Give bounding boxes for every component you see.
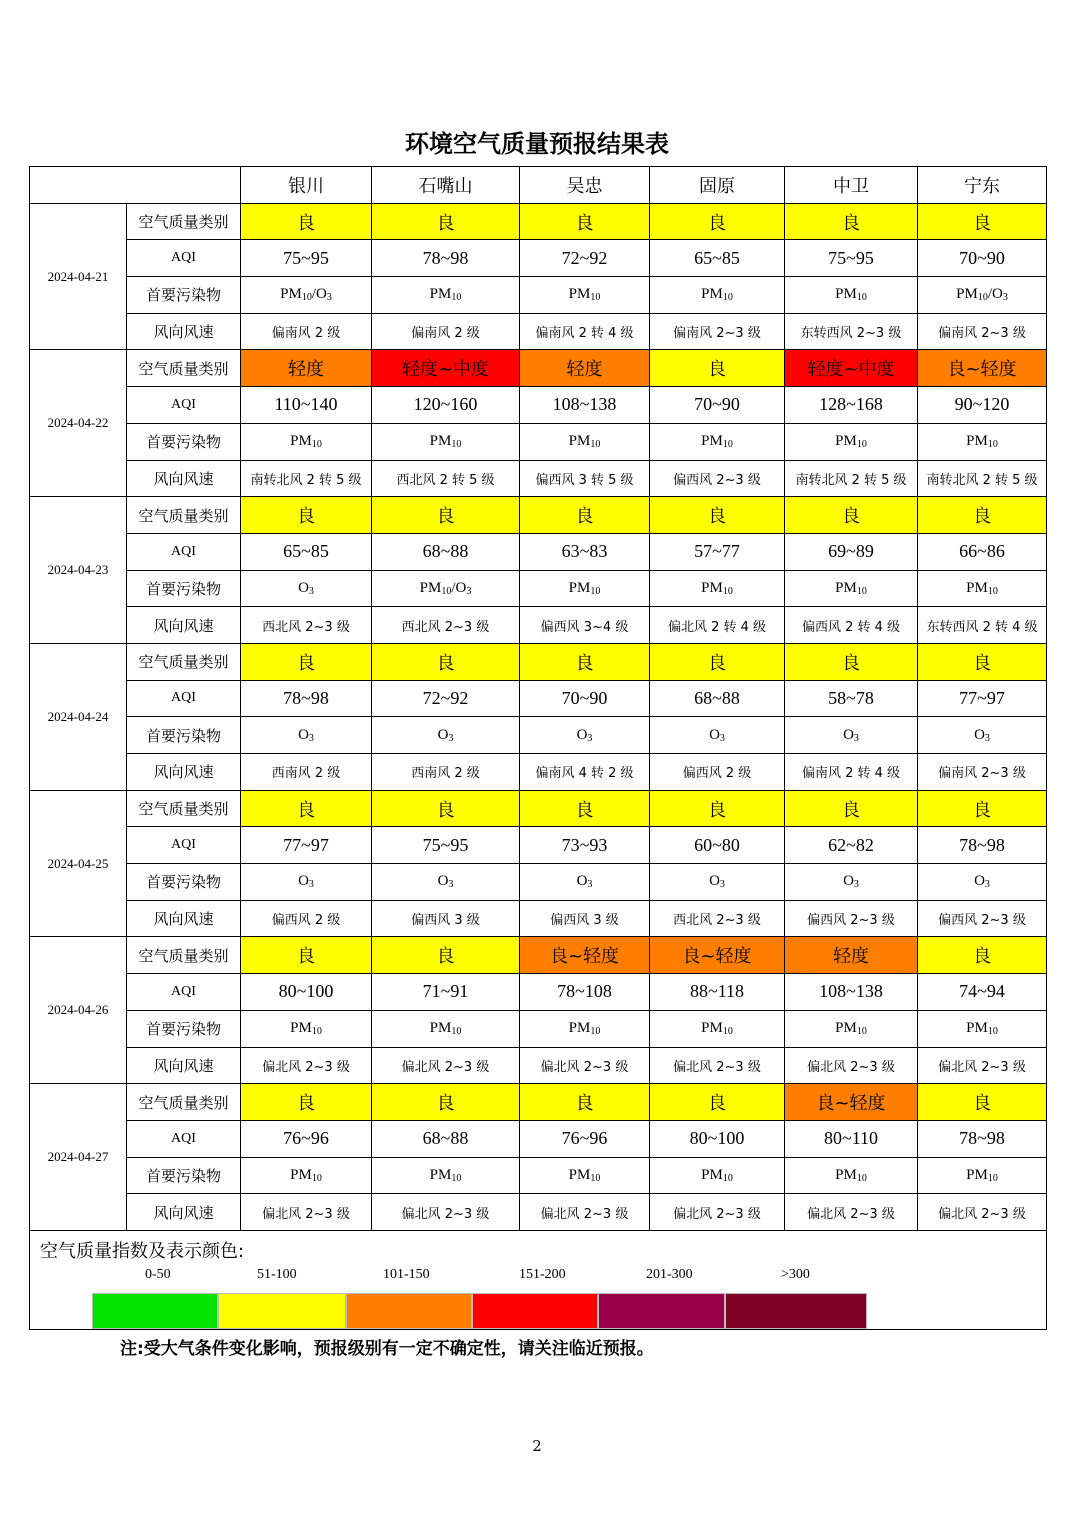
row-label: AQI xyxy=(127,240,241,277)
pollutant-cell: $O_3$ xyxy=(372,864,520,901)
row-label: 风向风速 xyxy=(127,313,241,350)
aqi-category-cell: 轻度 xyxy=(241,350,372,387)
wind-cell: 偏西风 3 级 xyxy=(520,900,650,937)
aqi-value-cell: 68~88 xyxy=(650,680,785,717)
aqi-category-cell: 轻度~中度 xyxy=(372,350,520,387)
wind-cell: 偏南风 2~3 级 xyxy=(650,313,785,350)
aqi-value-cell: 108~138 xyxy=(520,387,650,424)
wind-cell: 偏西风 2~3 级 xyxy=(918,900,1047,937)
header-row xyxy=(30,167,1047,204)
pollutant-cell: $PM_{10}$ xyxy=(241,423,372,460)
pollutant-cell: $PM_{10}$ xyxy=(520,1010,650,1047)
row-label: 风向风速 xyxy=(127,900,241,937)
pollutant-cell: $PM_{10}$ xyxy=(650,277,785,314)
pollutant-cell: $PM_{10}$ xyxy=(650,1010,785,1047)
aqi-category-cell: 良 xyxy=(650,643,785,680)
day-category-row xyxy=(30,203,1047,240)
wind-cell: 偏北风 2~3 级 xyxy=(785,1194,918,1231)
row-label: 风向风速 xyxy=(127,460,241,497)
wind-cell: 西北风 2~3 级 xyxy=(650,900,785,937)
aqi-category-cell: 良 xyxy=(241,203,372,240)
wind-cell: 偏南风 2 级 xyxy=(372,313,520,350)
aqi-value-cell: 70~90 xyxy=(520,680,650,717)
wind-cell: 南转北风 2 转 5 级 xyxy=(241,460,372,497)
aqi-category-cell: 良 xyxy=(241,497,372,534)
wind-cell: 偏西风 3 转 5 级 xyxy=(520,460,650,497)
aqi-value-cell: 66~86 xyxy=(918,533,1047,570)
aqi-category-cell: 良~轻度 xyxy=(918,350,1047,387)
day-wind-row xyxy=(30,607,1047,644)
aqi-category-cell: 良 xyxy=(650,1084,785,1121)
legend-row xyxy=(30,1230,1047,1329)
day-wind-row xyxy=(30,1047,1047,1084)
wind-cell: 偏北风 2~3 级 xyxy=(241,1194,372,1231)
aqi-value-cell: 78~108 xyxy=(520,974,650,1011)
pollutant-cell: $PM_{10}$ xyxy=(918,570,1047,607)
aqi-value-cell: 80~100 xyxy=(241,974,372,1011)
aqi-category-cell: 轻度 xyxy=(785,937,918,974)
pollutant-cell: $O_3$ xyxy=(785,717,918,754)
aqi-category-cell: 良~轻度 xyxy=(785,1084,918,1121)
aqi-value-cell: 74~94 xyxy=(918,974,1047,1011)
wind-cell: 偏北风 2~3 级 xyxy=(918,1194,1047,1231)
forecast-table-body xyxy=(30,167,1047,1231)
legend-swatch-over-300 xyxy=(725,1293,867,1329)
aqi-value-cell: 65~85 xyxy=(650,240,785,277)
aqi-value-cell: 78~98 xyxy=(918,827,1047,864)
day-pollutant-row xyxy=(30,1157,1047,1194)
wind-cell: 偏南风 2 级 xyxy=(241,313,372,350)
header-corner xyxy=(30,167,241,204)
aqi-value-cell: 60~80 xyxy=(650,827,785,864)
footnote: 注:受大气条件变化影响，预报级别有一定不确定性，请关注临近预报。 xyxy=(120,1339,654,1359)
pollutant-cell: $PM_{10}$ xyxy=(785,423,918,460)
city-header: 银川 xyxy=(241,167,372,204)
date-cell: 2024-04-21 xyxy=(30,203,127,350)
day-category-row xyxy=(30,790,1047,827)
row-label: 首要污染物 xyxy=(127,717,241,754)
pollutant-cell: $PM_{10}$ xyxy=(241,1157,372,1194)
day-aqi-row xyxy=(30,533,1047,570)
aqi-value-cell: 73~93 xyxy=(520,827,650,864)
pollutant-cell: $PM_{10}$ xyxy=(650,423,785,460)
day-category-row xyxy=(30,937,1047,974)
wind-cell: 偏西风 2 转 4 级 xyxy=(785,607,918,644)
pollutant-cell: $O_3$ xyxy=(372,717,520,754)
aqi-value-cell: 70~90 xyxy=(650,387,785,424)
pollutant-cell: $PM_{10}$ xyxy=(372,1010,520,1047)
aqi-category-cell: 良 xyxy=(520,203,650,240)
wind-cell: 西北风 2~3 级 xyxy=(372,607,520,644)
wind-cell: 偏南风 2~3 级 xyxy=(918,754,1047,791)
wind-cell: 偏西风 2 级 xyxy=(650,754,785,791)
row-label: 首要污染物 xyxy=(127,1157,241,1194)
aqi-value-cell: 63~83 xyxy=(520,533,650,570)
day-category-row xyxy=(30,497,1047,534)
aqi-category-cell: 轻度~中度 xyxy=(785,350,918,387)
row-label: 风向风速 xyxy=(127,1047,241,1084)
row-label: AQI xyxy=(127,533,241,570)
aqi-category-cell: 良 xyxy=(372,790,520,827)
row-label: 空气质量类别 xyxy=(127,350,241,387)
legend-range-label: 51-100 xyxy=(257,1266,297,1282)
day-aqi-row xyxy=(30,974,1047,1011)
city-header: 固原 xyxy=(650,167,785,204)
wind-cell: 东转西风 2~3 级 xyxy=(785,313,918,350)
wind-cell: 西北风 2 转 5 级 xyxy=(372,460,520,497)
legend-range-label: 101-150 xyxy=(383,1266,430,1282)
aqi-value-cell: 68~88 xyxy=(372,1120,520,1157)
date-cell: 2024-04-25 xyxy=(30,790,127,937)
day-aqi-row xyxy=(30,387,1047,424)
wind-cell: 偏北风 2~3 级 xyxy=(372,1047,520,1084)
wind-cell: 偏西风 2 级 xyxy=(241,900,372,937)
wind-cell: 偏北风 2~3 级 xyxy=(520,1047,650,1084)
aqi-value-cell: 75~95 xyxy=(785,240,918,277)
pollutant-cell: $PM_{10}$ xyxy=(372,1157,520,1194)
aqi-value-cell: 69~89 xyxy=(785,533,918,570)
legend-range-label: 151-200 xyxy=(519,1266,566,1282)
day-wind-row xyxy=(30,1194,1047,1231)
aqi-category-cell: 良 xyxy=(372,1084,520,1121)
pollutant-cell: $PM_{10}$ xyxy=(785,277,918,314)
pollutant-cell: $PM_{10}$ xyxy=(785,570,918,607)
legend-swatch-201-300 xyxy=(598,1293,725,1329)
aqi-value-cell: 71~91 xyxy=(372,974,520,1011)
aqi-value-cell: 76~96 xyxy=(241,1120,372,1157)
row-label: 空气质量类别 xyxy=(127,937,241,974)
aqi-category-cell: 良 xyxy=(785,643,918,680)
wind-cell: 偏南风 4 转 2 级 xyxy=(520,754,650,791)
aqi-category-cell: 良 xyxy=(372,497,520,534)
date-cell: 2024-04-22 xyxy=(30,350,127,497)
aqi-category-cell: 良 xyxy=(918,1084,1047,1121)
wind-cell: 西北风 2~3 级 xyxy=(241,607,372,644)
row-label: 风向风速 xyxy=(127,607,241,644)
aqi-category-cell: 良 xyxy=(372,937,520,974)
aqi-category-cell: 良 xyxy=(650,790,785,827)
day-pollutant-row xyxy=(30,717,1047,754)
aqi-value-cell: 75~95 xyxy=(241,240,372,277)
pollutant-cell: $PM_{10}/O_3$ xyxy=(918,277,1047,314)
day-pollutant-row xyxy=(30,1010,1047,1047)
row-label: 空气质量类别 xyxy=(127,497,241,534)
pollutant-cell: $PM_{10}$ xyxy=(785,1010,918,1047)
aqi-category-cell: 良 xyxy=(372,643,520,680)
aqi-category-cell: 良 xyxy=(918,643,1047,680)
aqi-category-cell: 良 xyxy=(785,203,918,240)
pollutant-cell: $PM_{10}$ xyxy=(650,570,785,607)
day-wind-row xyxy=(30,460,1047,497)
day-pollutant-row xyxy=(30,864,1047,901)
day-category-row xyxy=(30,643,1047,680)
aqi-category-cell: 良 xyxy=(650,497,785,534)
day-category-row xyxy=(30,1084,1047,1121)
row-label: AQI xyxy=(127,827,241,864)
pollutant-cell: $PM_{10}$ xyxy=(372,423,520,460)
day-pollutant-row xyxy=(30,277,1047,314)
pollutant-cell: $PM_{10}$ xyxy=(241,1010,372,1047)
aqi-value-cell: 76~96 xyxy=(520,1120,650,1157)
pollutant-cell: $O_3$ xyxy=(241,864,372,901)
aqi-category-cell: 良~轻度 xyxy=(650,937,785,974)
row-label: 空气质量类别 xyxy=(127,643,241,680)
pollutant-cell: $PM_{10}$ xyxy=(372,277,520,314)
wind-cell: 偏北风 2~3 级 xyxy=(650,1047,785,1084)
wind-cell: 偏北风 2~3 级 xyxy=(372,1194,520,1231)
day-pollutant-row xyxy=(30,423,1047,460)
aqi-value-cell: 80~110 xyxy=(785,1120,918,1157)
page-number: 2 xyxy=(532,1437,542,1455)
date-cell: 2024-04-24 xyxy=(30,643,127,790)
wind-cell: 西南风 2 级 xyxy=(241,754,372,791)
aqi-value-cell: 62~82 xyxy=(785,827,918,864)
aqi-category-cell: 良 xyxy=(785,497,918,534)
wind-cell: 偏西风 3~4 级 xyxy=(520,607,650,644)
aqi-category-cell: 良 xyxy=(372,203,520,240)
pollutant-cell: $O_3$ xyxy=(650,864,785,901)
row-label: 空气质量类别 xyxy=(127,790,241,827)
legend-range-label: 0-50 xyxy=(145,1266,171,1282)
pollutant-cell: $PM_{10}$ xyxy=(918,1010,1047,1047)
aqi-category-cell: 良 xyxy=(785,790,918,827)
aqi-category-cell: 良 xyxy=(918,497,1047,534)
aqi-category-cell: 良 xyxy=(650,350,785,387)
day-aqi-row xyxy=(30,240,1047,277)
row-label: 空气质量类别 xyxy=(127,1084,241,1121)
aqi-value-cell: 65~85 xyxy=(241,533,372,570)
aqi-value-cell: 68~88 xyxy=(372,533,520,570)
aqi-category-cell: 良 xyxy=(918,937,1047,974)
row-label: AQI xyxy=(127,1120,241,1157)
day-wind-row xyxy=(30,313,1047,350)
aqi-category-cell: 良 xyxy=(241,790,372,827)
day-wind-row xyxy=(30,754,1047,791)
row-label: AQI xyxy=(127,680,241,717)
pollutant-cell: $PM_{10}$ xyxy=(520,277,650,314)
pollutant-cell: $PM_{10}$ xyxy=(650,1157,785,1194)
day-category-row xyxy=(30,350,1047,387)
legend-swatch-0-50 xyxy=(92,1293,218,1329)
city-header: 中卫 xyxy=(785,167,918,204)
row-label: 风向风速 xyxy=(127,1194,241,1231)
wind-cell: 南转北风 2 转 5 级 xyxy=(918,460,1047,497)
city-header: 宁东 xyxy=(918,167,1047,204)
wind-cell: 偏西风 3 级 xyxy=(372,900,520,937)
wind-cell: 偏北风 2 转 4 级 xyxy=(650,607,785,644)
aqi-category-cell: 轻度 xyxy=(520,350,650,387)
wind-cell: 东转西风 2 转 4 级 xyxy=(918,607,1047,644)
wind-cell: 偏南风 2~3 级 xyxy=(918,313,1047,350)
wind-cell: 偏西风 2~3 级 xyxy=(650,460,785,497)
wind-cell: 西南风 2 级 xyxy=(372,754,520,791)
aqi-value-cell: 88~118 xyxy=(650,974,785,1011)
city-header: 石嘴山 xyxy=(372,167,520,204)
aqi-value-cell: 58~78 xyxy=(785,680,918,717)
aqi-value-cell: 77~97 xyxy=(241,827,372,864)
row-label: AQI xyxy=(127,387,241,424)
wind-cell: 偏北风 2~3 级 xyxy=(650,1194,785,1231)
row-label: 风向风速 xyxy=(127,754,241,791)
pollutant-cell: $O_3$ xyxy=(241,570,372,607)
aqi-value-cell: 78~98 xyxy=(241,680,372,717)
pollutant-cell: $PM_{10}/O_3$ xyxy=(372,570,520,607)
aqi-category-cell: 良 xyxy=(918,203,1047,240)
day-aqi-row xyxy=(30,680,1047,717)
pollutant-cell: $PM_{10}$ xyxy=(918,1157,1047,1194)
aqi-category-cell: 良 xyxy=(241,643,372,680)
pollutant-cell: $O_3$ xyxy=(520,717,650,754)
aqi-category-cell: 良 xyxy=(520,1084,650,1121)
city-header: 吴忠 xyxy=(520,167,650,204)
aqi-value-cell: 78~98 xyxy=(918,1120,1047,1157)
aqi-value-cell: 90~120 xyxy=(918,387,1047,424)
aqi-category-cell: 良 xyxy=(520,643,650,680)
aqi-value-cell: 120~160 xyxy=(372,387,520,424)
row-label: 空气质量类别 xyxy=(127,203,241,240)
date-cell: 2024-04-23 xyxy=(30,497,127,644)
pollutant-cell: $PM_{10}$ xyxy=(785,1157,918,1194)
legend-range-label: >300 xyxy=(781,1266,810,1282)
row-label: AQI xyxy=(127,974,241,1011)
pollutant-cell: $PM_{10}/O_3$ xyxy=(241,277,372,314)
row-label: 首要污染物 xyxy=(127,570,241,607)
aqi-value-cell: 57~77 xyxy=(650,533,785,570)
aqi-value-cell: 80~100 xyxy=(650,1120,785,1157)
aqi-category-cell: 良~轻度 xyxy=(520,937,650,974)
pollutant-cell: $O_3$ xyxy=(918,864,1047,901)
aqi-category-cell: 良 xyxy=(241,1084,372,1121)
aqi-value-cell: 75~95 xyxy=(372,827,520,864)
pollutant-cell: $PM_{10}$ xyxy=(520,570,650,607)
legend xyxy=(30,1230,1047,1329)
legend-title: 空气质量指数及表示颜色: xyxy=(40,1240,245,1262)
wind-cell: 偏南风 2 转 4 级 xyxy=(785,754,918,791)
legend-range-label: 201-300 xyxy=(646,1266,693,1282)
aqi-value-cell: 110~140 xyxy=(241,387,372,424)
aqi-value-cell: 108~138 xyxy=(785,974,918,1011)
pollutant-cell: $O_3$ xyxy=(520,864,650,901)
wind-cell: 偏南风 2 转 4 级 xyxy=(520,313,650,350)
row-label: 首要污染物 xyxy=(127,277,241,314)
wind-cell: 偏北风 2~3 级 xyxy=(785,1047,918,1084)
day-aqi-row xyxy=(30,1120,1047,1157)
aqi-category-cell: 良 xyxy=(918,790,1047,827)
aqi-value-cell: 78~98 xyxy=(372,240,520,277)
aqi-value-cell: 72~92 xyxy=(520,240,650,277)
day-aqi-row xyxy=(30,827,1047,864)
aqi-value-cell: 72~92 xyxy=(372,680,520,717)
aqi-category-cell: 良 xyxy=(650,203,785,240)
pollutant-cell: $PM_{10}$ xyxy=(520,423,650,460)
pollutant-cell: $PM_{10}$ xyxy=(918,423,1047,460)
aqi-category-cell: 良 xyxy=(520,497,650,534)
row-label: 首要污染物 xyxy=(127,423,241,460)
day-wind-row xyxy=(30,900,1047,937)
aqi-value-cell: 128~168 xyxy=(785,387,918,424)
aqi-value-cell: 77~97 xyxy=(918,680,1047,717)
legend-swatch-151-200 xyxy=(472,1293,598,1329)
wind-cell: 偏北风 2~3 级 xyxy=(520,1194,650,1231)
date-cell: 2024-04-26 xyxy=(30,937,127,1084)
pollutant-cell: $O_3$ xyxy=(650,717,785,754)
pollutant-cell: $O_3$ xyxy=(918,717,1047,754)
aqi-value-cell: 70~90 xyxy=(918,240,1047,277)
day-pollutant-row xyxy=(30,570,1047,607)
wind-cell: 偏西风 2~3 级 xyxy=(785,900,918,937)
pollutant-cell: $PM_{10}$ xyxy=(520,1157,650,1194)
aqi-category-cell: 良 xyxy=(520,790,650,827)
row-label: 首要污染物 xyxy=(127,1010,241,1047)
date-cell: 2024-04-27 xyxy=(30,1084,127,1231)
row-label: 首要污染物 xyxy=(127,864,241,901)
aqi-category-cell: 良 xyxy=(241,937,372,974)
page-title: 环境空气质量预报结果表 xyxy=(405,130,669,158)
pollutant-cell: $O_3$ xyxy=(241,717,372,754)
wind-cell: 偏北风 2~3 级 xyxy=(241,1047,372,1084)
wind-cell: 偏北风 2~3 级 xyxy=(918,1047,1047,1084)
legend-swatch-101-150 xyxy=(346,1293,472,1329)
forecast-table xyxy=(29,166,1047,1330)
wind-cell: 南转北风 2 转 5 级 xyxy=(785,460,918,497)
pollutant-cell: $O_3$ xyxy=(785,864,918,901)
legend-swatch-51-100 xyxy=(218,1293,346,1329)
